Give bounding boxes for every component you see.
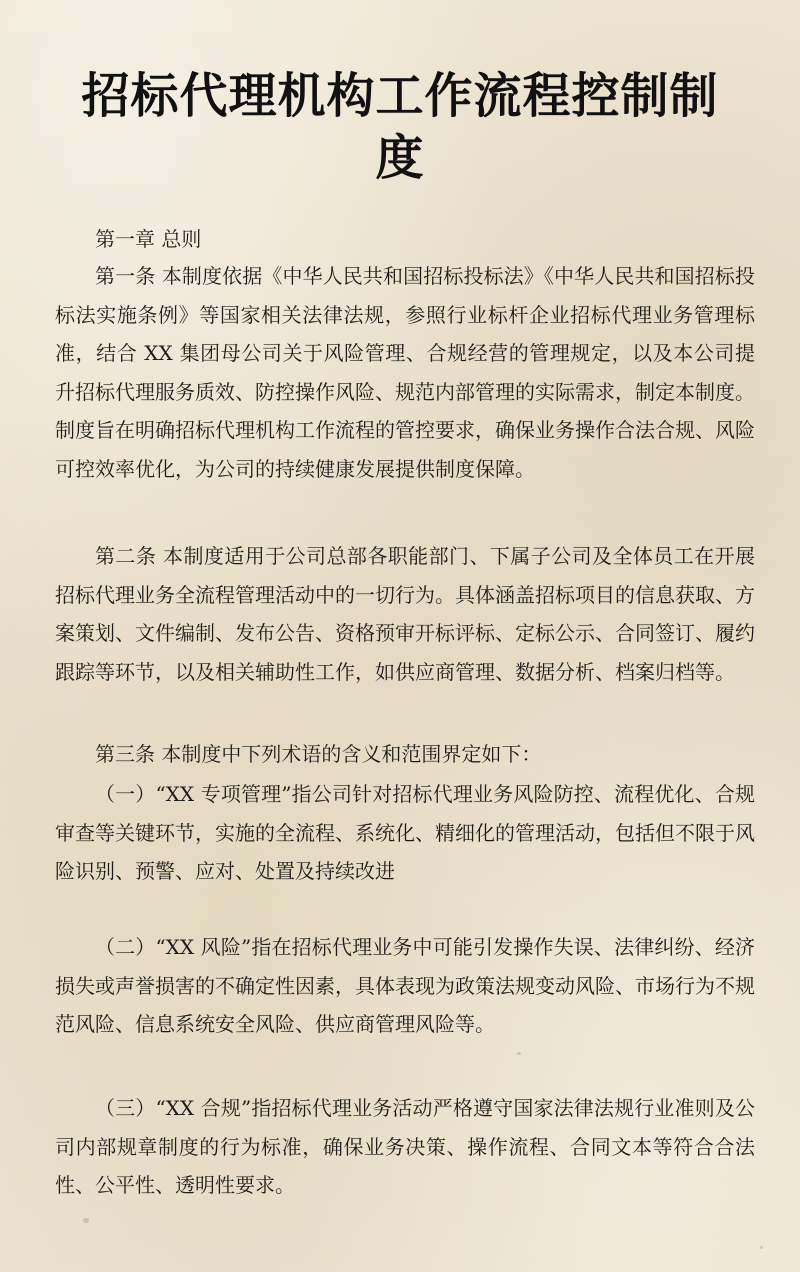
paper-fleck bbox=[83, 1218, 89, 1223]
definition-2-paragraph: （二）“XX 风险”指在招标代理业务中可能引发操作失误、法律纠纷、经济损失或声誉损害的不确定性因素，具体表现为政策法规变动风险、市场行为不规范风险、信息系统安全风险、供应商管理风险等。 bbox=[55, 935, 755, 1036]
document-title-line-2: 度 bbox=[375, 130, 425, 186]
article-1-paragraph: 第一条 本制度依据《中华人民共和国招标投标法》《中华人民共和国招标投标法实施条例》等国家相关法律法规，参照行业标杆企业招标代理业务管理标准，结合 XX 集团母公司关于风险管理、合规经营的管理规定，以及本公司提升招标代理服务质效、防控操作风险、规范内部管理的实际需求，制定本制度。制度旨在明确招标代理机构工作流程的管控要求，确保业务操作合法合规、风险可控效率优化，为公司的持续健康发展提供制度保障。 bbox=[55, 264, 755, 481]
definition-1-paragraph: （一）“XX 专项管理”指公司针对招标代理业务风险防控、流程优化、合规审查等关键环节，实施的全流程、系统化、精细化的管理活动，包括但不限于风险识别、预警、应对、处置及持续改进 bbox=[55, 782, 755, 883]
chapter-heading: 第一章 总则 bbox=[95, 227, 202, 251]
paper-fleck bbox=[517, 1052, 521, 1055]
definition-3-paragraph: （三）“XX 合规”指招标代理业务活动严格遵守国家法律法规行业准则及公司内部规章制度的行为标准，确保业务决策、操作流程、合同文本等符合合法性、公平性、透明性要求。 bbox=[55, 1096, 755, 1197]
article-2-paragraph: 第二条 本制度适用于公司总部各职能部门、下属子公司及全体员工在开展招标代理业务全流程管理活动中的一切行为。具体涵盖招标项目的信息获取、方案策划、文件编制、发布公告、资格预审开标评标、定标公示、合同签订、履约跟踪等环节，以及相关辅助性工作，如供应商管理、数据分析、档案归档等。 bbox=[55, 544, 755, 684]
article-3-paragraph: 第三条 本制度中下列术语的含义和范围界定如下： bbox=[95, 742, 542, 766]
paper-fleck bbox=[760, 1246, 763, 1249]
document-title-line-1: 招标代理机构工作流程控制制 bbox=[81, 68, 719, 124]
